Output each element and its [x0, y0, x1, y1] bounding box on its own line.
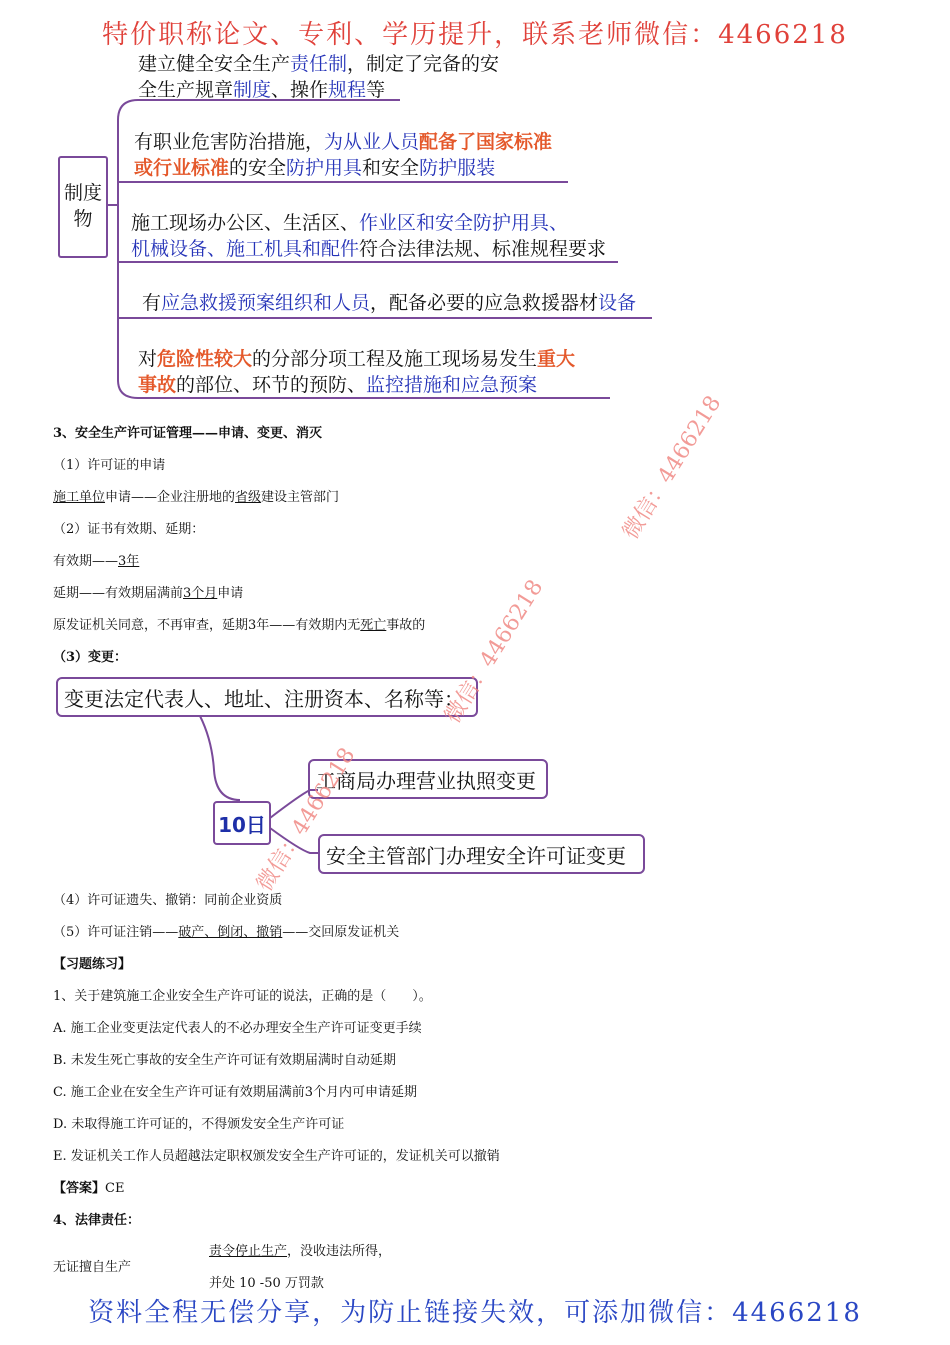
answer-label: 【答案】 — [53, 1181, 106, 1196]
highlight: 规程 — [328, 79, 367, 101]
section3-title: 3、安全生产许可证管理——申请、变更、消灭 — [53, 426, 323, 441]
text: 省级 — [235, 490, 262, 505]
text: 符合法律法规、标准规程要求 — [359, 238, 607, 260]
text: 责令停止生产 — [209, 1244, 288, 1259]
text: ，配备必要的应急救援器材 — [370, 292, 599, 314]
emphasis: 配备了国家标准 — [419, 131, 553, 153]
highlight: 制度 — [233, 79, 272, 101]
text: 有 — [142, 292, 162, 314]
text: 的部位、环节的预防、 — [176, 374, 367, 396]
answer-value: CE — [105, 1181, 125, 1196]
s5-line — [53, 921, 399, 940]
option-d: D. 未取得施工许可证的，不得颁发安全生产许可证 — [53, 1117, 345, 1132]
watermark: 微信：4466218 — [440, 575, 549, 728]
highlight: 机械设备、施工机具和配件 — [131, 238, 360, 260]
text: 有效期—— — [53, 554, 119, 569]
emphasis: 或行业标准 — [134, 157, 230, 179]
text: ，没收违法所得， — [287, 1244, 392, 1259]
text: （5）许可证注销—— — [53, 925, 179, 940]
s1-title: （1）许可证的申请 — [53, 458, 166, 473]
text: 3年 — [118, 554, 140, 569]
penalty-row-label: 无证擅自生产 — [53, 1260, 132, 1275]
option-c: C. 施工企业在安全生产许可证有效期届满前3个月内可申请延期 — [53, 1085, 418, 1100]
text: ，制定了完备的安 — [347, 53, 500, 75]
option-e: E. 发证机关工作人员超越法定职权颁发安全生产许可证的，发证机关可以撤销 — [53, 1149, 500, 1164]
text: 施工单位 — [53, 490, 106, 505]
watermark: 微信：4466218 — [618, 391, 727, 544]
header-banner: 特价职称论文、专利、学历提升，联系老师微信：4466218 — [102, 20, 848, 50]
text: 3个月 — [183, 586, 218, 601]
penalty-line2: 并处 10 -50 万罚款 — [209, 1276, 324, 1291]
highlight: 监控措施和应急预案 — [366, 374, 538, 396]
s2-title: （2）证书有效期、延期： — [53, 522, 205, 537]
s3-title: （3）变更： — [53, 650, 128, 665]
highlight: 设备 — [598, 292, 637, 314]
highlight: 防护服装 — [419, 157, 496, 179]
text: 的安全 — [229, 157, 287, 179]
highlight: 为从业人员 — [324, 131, 420, 153]
emphasis: 事故 — [138, 374, 177, 396]
text: 申请 — [217, 586, 244, 601]
option-b: B. 未发生死亡事故的安全生产许可证有效期届满时自动延期 — [53, 1053, 396, 1068]
s4-line: （4）许可证遗失、撤销：同前企业资质 — [53, 893, 283, 908]
emphasis: 重大 — [537, 348, 576, 370]
mindmap2-center-node: 10日 — [213, 801, 271, 845]
answer-line — [53, 1177, 124, 1196]
text: 和安全 — [362, 157, 420, 179]
text: 事故的 — [386, 618, 426, 633]
penalty-line1 — [209, 1240, 391, 1259]
watermark: 微信：4466218 — [252, 743, 361, 896]
highlight: 防护用具 — [286, 157, 363, 179]
text: 对 — [138, 348, 158, 370]
practice-question: 1、关于建筑施工企业安全生产许可证的说法，正确的是（ ）。 — [53, 989, 432, 1004]
root-line2: 物 — [73, 208, 93, 230]
text: 的分部分项工程及施工现场易发生 — [252, 348, 538, 370]
text: 申请——企业注册地的 — [105, 490, 236, 505]
root-line1: 制度 — [63, 182, 102, 204]
text: 施工现场办公区、生活区、 — [131, 212, 360, 234]
mindmap2-branch2: 安全主管部门办理安全许可证变更 — [318, 834, 645, 874]
text: 建立健全安全生产 — [138, 53, 291, 75]
text: 有职业危害防治措施， — [134, 131, 325, 153]
highlight: 作业区和安全防护用具、 — [359, 212, 569, 234]
text: 等 — [366, 79, 386, 101]
option-a: A. 施工企业变更法定代表人的不必办理安全生产许可证变更手续 — [53, 1021, 422, 1036]
text: 建设主管部门 — [261, 490, 340, 505]
emphasis: 危险性较大 — [157, 348, 253, 370]
text: ——交回原发证机关 — [282, 925, 400, 940]
text: 延期——有效期届满前 — [53, 586, 184, 601]
practice-title: 【习题练习】 — [53, 957, 132, 972]
footer-banner: 资料全程无偿分享，为防止链接失效，可添加微信：4466218 — [88, 1298, 862, 1328]
mindmap2-branch1: 工商局办理营业执照变更 — [308, 759, 548, 799]
highlight: 应急救援预案组织和人员 — [161, 292, 371, 314]
text: 、操作 — [271, 79, 329, 101]
text: 破产、倒闭、撤销 — [178, 925, 283, 940]
highlight: 责任制 — [290, 53, 348, 75]
mindmap2-top-node: 变更法定代表人、地址、注册资本、名称等： — [56, 677, 478, 717]
text: 死亡 — [360, 618, 387, 633]
section4-title: 4、法律责任： — [53, 1213, 141, 1228]
text: 原发证机关同意，不再审查，延期3年——有效期内无 — [53, 618, 361, 633]
text: 全生产规章 — [138, 79, 234, 101]
